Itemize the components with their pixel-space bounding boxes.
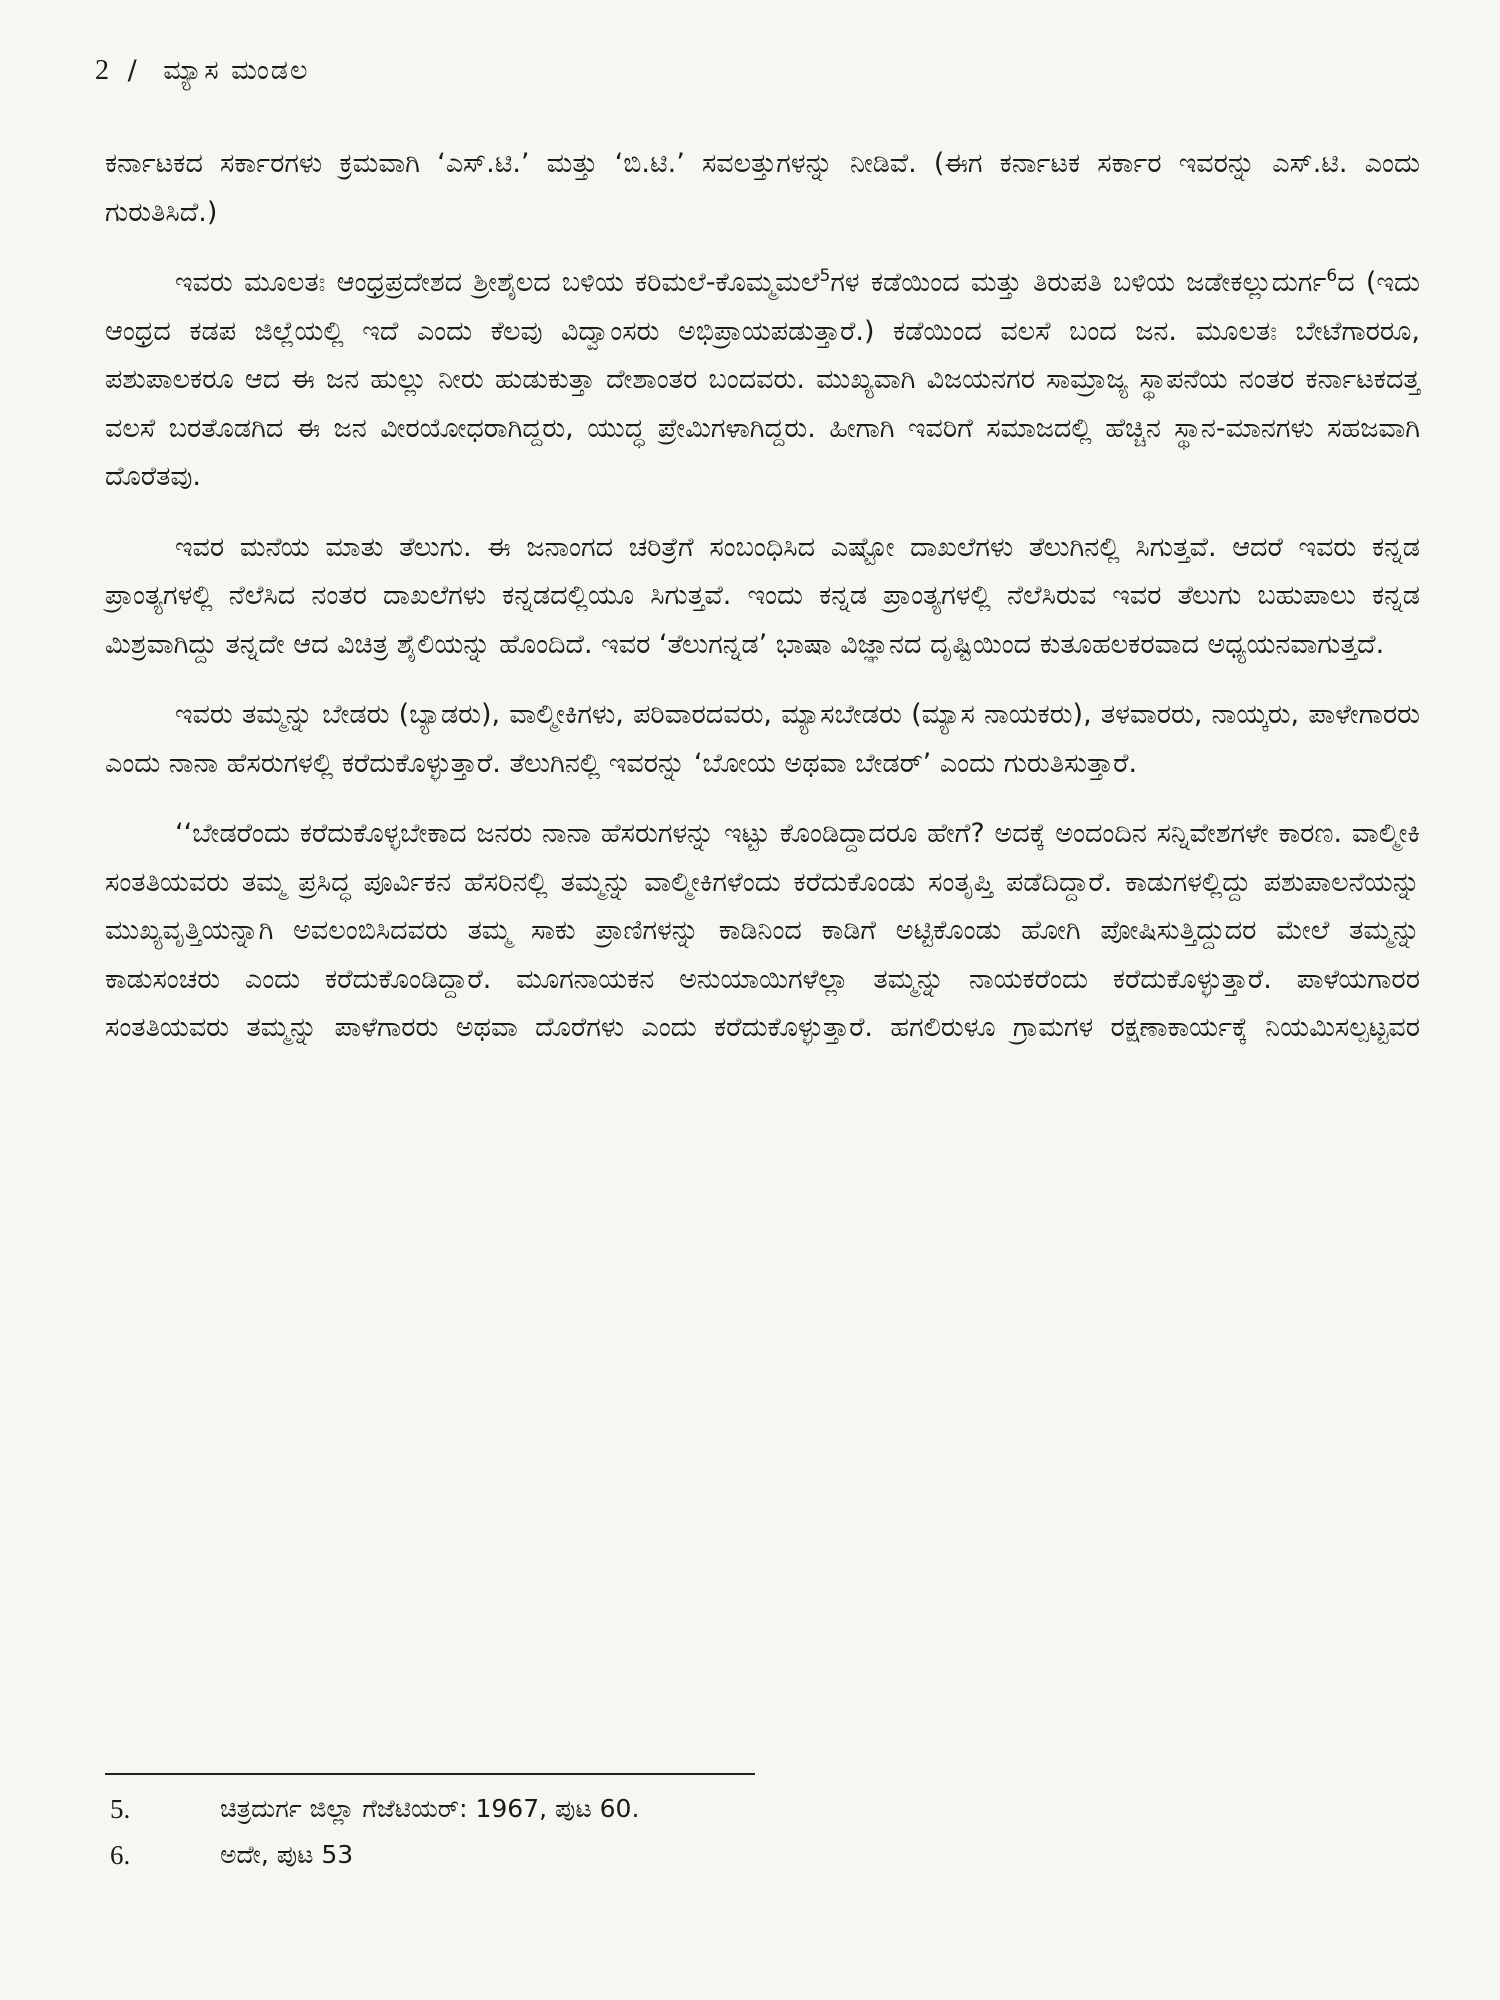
body-text — [105, 140, 1420, 1075]
paragraph-2-part-2: ಗಳ ಕಡೆಯಿಂದ ಮತ್ತು ತಿರುಪತಿ ಬಳಿಯ ಜಡೇಕಲ್ಲುದುರ್ಗ — [830, 267, 1327, 298]
paragraph-2 — [105, 259, 1420, 502]
paragraph-2-part-1: ಇವರು ಮೂಲತಃ ಆಂಧ್ರಪ್ರದೇಶದ ಶ್ರೀಶೈಲದ ಬಳಿಯ ಕರಿಮಲೆ-ಕೊಮ್ಮಮಲೆ — [175, 267, 820, 298]
footnote-text: ಚಿತ್ರದುರ್ಗ ಜಿಲ್ಲಾ ಗೆಜೆಟಿಯರ್: 1967, ಪುಟ 60. — [220, 1794, 640, 1823]
footnote-6 — [110, 1832, 1110, 1878]
paragraph-1: ಕರ್ನಾಟಕದ ಸರ್ಕಾರಗಳು ಕ್ರಮವಾಗಿ ‘ಎಸ್.ಟಿ.’ ಮತ್ತು ‘ಬಿ.ಟಿ.’ ಸವಲತ್ತುಗಳನ್ನು ನೀಡಿವೆ. (ಈಗ ಕರ್ನಾಟಕ ಸರ್ಕಾರ ಇವರನ್ನು ಎಸ್.ಟಿ. ಎಂದು ಗುರುತಿಸಿದೆ.) — [105, 148, 1420, 228]
page-number: 2 — [95, 55, 111, 86]
footnote-5 — [110, 1786, 1110, 1832]
paragraph-2-part-3: ದ (ಇದು ಆಂಧ್ರದ ಕಡಪ ಜಿಲ್ಲೆಯಲ್ಲಿ ಇದೆ ಎಂದು ಕೆಲವು ವಿದ್ವಾಂಸರು ಅಭಿಪ್ರಾಯಪಡುತ್ತಾರೆ.) ಕಡೆಯಿಂದ ವಲಸೆ ಬಂದ ಜನ. ಮೂಲತಃ ಬೇಟೆಗಾರರೂ, ಪಶುಪಾಲಕರೂ ಆದ ಈ ಜನ ಹುಲ್ಲು ನೀರು ಹುಡುಕುತ್ತಾ ದೇಶಾಂತರ ಬಂದವರು. ಮುಖ್ಯವಾಗಿ ವಿಜಯನಗರ ಸಾಮ್ರಾಜ್ಯ ಸ್ಥಾಪನೆಯ ನಂತರ ಕರ್ನಾಟಕದತ್ತ ವಲಸೆ ಬರತೊಡಗಿದ ಈ ಜನ ವೀರಯೋಧರಾಗಿದ್ದರು, ಯುದ್ಧ ಪ್ರೇಮಿಗಳಾಗಿದ್ದರು. ಹೀಗಾಗಿ ಇವರಿಗೆ ಸಮಾಜದಲ್ಲಿ ಹೆಚ್ಚಿನ ಸ್ಥಾನ-ಮಾನಗಳು ಸಹಜವಾಗಿ ದೊರೆತವು. — [105, 267, 1420, 492]
footnotes — [110, 1786, 1110, 1878]
footnote-number: 6. — [110, 1840, 131, 1870]
paragraph-4: ಇವರು ತಮ್ಮನ್ನು ಬೇಡರು (ಬ್ಯಾಡರು), ವಾಲ್ಮೀಕಿಗಳು, ಪರಿವಾರದವರು, ಮ್ಯಾಸಬೇಡರು (ಮ್ಯಾಸ ನಾಯಕರು), ತಳವಾರರು, ನಾಯ್ಕರು, ಪಾಳೇಗಾರರು ಎಂದು ನಾನಾ ಹೆಸರುಗಳಲ್ಲಿ ಕರೆದುಕೊಳ್ಳುತ್ತಾರೆ. ತೆಲುಗಿನಲ್ಲಿ ಇವರನ್ನು ‘ಬೋಯ ಅಥವಾ ಬೇಡರ್’ ಎಂದು ಗುರುತಿಸುತ್ತಾರೆ. — [105, 699, 1420, 779]
footnote-ref-6: 6 — [1326, 266, 1338, 286]
running-header — [95, 55, 309, 87]
header-separator: / — [127, 55, 139, 86]
footnote-number: 5. — [110, 1794, 131, 1824]
footnote-text: ಅದೇ, ಪುಟ 53 — [220, 1840, 354, 1869]
book-title: ಮ್ಯಾಸ ಮಂಡಲ — [163, 55, 310, 86]
paragraph-3: ಇವರ ಮನೆಯ ಮಾತು ತೆಲುಗು. ಈ ಜನಾಂಗದ ಚರಿತ್ರೆಗೆ ಸಂಬಂಧಿಸಿದ ಎಷ್ಟೋ ದಾಖಲೆಗಳು ತೆಲುಗಿನಲ್ಲಿ ಸಿಗುತ್ತವೆ. ಆದರೆ ಇವರು ಕನ್ನಡ ಪ್ರಾಂತ್ಯಗಳಲ್ಲಿ ನೆಲೆಸಿದ ನಂತರ ದಾಖಲೆಗಳು ಕನ್ನಡದಲ್ಲಿಯೂ ಸಿಗುತ್ತವೆ. ಇಂದು ಕನ್ನಡ ಪ್ರಾಂತ್ಯಗಳಲ್ಲಿ ನೆಲೆಸಿರುವ ಇವರ ತೆಲುಗು ಬಹುಪಾಲು ಕನ್ನಡ ಮಿಶ್ರವಾಗಿದ್ದು ತನ್ನದೇ ಆದ ವಿಚಿತ್ರ ಶೈಲಿಯನ್ನು ಹೊಂದಿದೆ. ಇವರ ‘ತೆಲುಗನ್ನಡ’ ಭಾಷಾ ವಿಜ್ಞಾನದ ದೃಷ್ಟಿಯಿಂದ ಕುತೂಹಲಕರವಾದ ಅಧ್ಯಯನವಾಗುತ್ತದೆ. — [105, 531, 1420, 660]
footnote-divider — [105, 1773, 755, 1775]
footnote-ref-5: 5 — [819, 266, 831, 286]
paragraph-5: ‘‘ಬೇಡರೆಂದು ಕರೆದುಕೊಳ್ಳಬೇಕಾದ ಜನರು ನಾನಾ ಹೆಸರುಗಳನ್ನು ಇಟ್ಟು ಕೊಂಡಿದ್ದಾದರೂ ಹೇಗೆ? ಅದಕ್ಕೆ ಅಂದಂದಿನ ಸನ್ನಿವೇಶಗಳೇ ಕಾರಣ. ವಾಲ್ಮೀಕಿ ಸಂತತಿಯವರು ತಮ್ಮ ಪ್ರಸಿದ್ಧ ಪೂರ್ವಿಕನ ಹೆಸರಿನಲ್ಲಿ ತಮ್ಮನ್ನು ವಾಲ್ಮೀಕಿಗಳೆಂದು ಕರೆದುಕೊಂಡು ಸಂತೃಪ್ತಿ ಪಡೆದಿದ್ದಾರೆ. ಕಾಡುಗಳಲ್ಲಿದ್ದು ಪಶುಪಾಲನೆಯನ್ನು ಮುಖ್ಯವೃತ್ತಿಯನ್ನಾಗಿ ಅವಲಂಬಿಸಿದವರು ತಮ್ಮ ಸಾಕು ಪ್ರಾಣಿಗಳನ್ನು ಕಾಡಿನಿಂದ ಕಾಡಿಗೆ ಅಟ್ಟಿಕೊಂಡು ಹೋಗಿ ಪೋಷಿಸುತ್ತಿದ್ದುದರ ಮೇಲೆ ತಮ್ಮನ್ನು ಕಾಡುಸಂಚರು ಎಂದು ಕರೆದುಕೊಂಡಿದ್ದಾರೆ. ಮೂಗನಾಯಕನ ಅನುಯಾಯಿಗಳೆಲ್ಲಾ ತಮ್ಮನ್ನು ನಾಯಕರೆಂದು ಕರೆದುಕೊಳ್ಳುತ್ತಾರೆ. ಪಾಳೆಯಗಾರರ ಸಂತತಿಯವರು ತಮ್ಮನ್ನು ಪಾಳೆಗಾರರು ಅಥವಾ ದೊರೆಗಳು ಎಂದು ಕರೆದುಕೊಳ್ಳುತ್ತಾರೆ. ಹಗಲಿರುಳೂ ಗ್ರಾಮಗಳ ರಕ್ಷಣಾಕಾರ್ಯಕ್ಕೆ ನಿಯಮಿಸಲ್ಪಟ್ಟವರ — [105, 818, 1420, 1043]
